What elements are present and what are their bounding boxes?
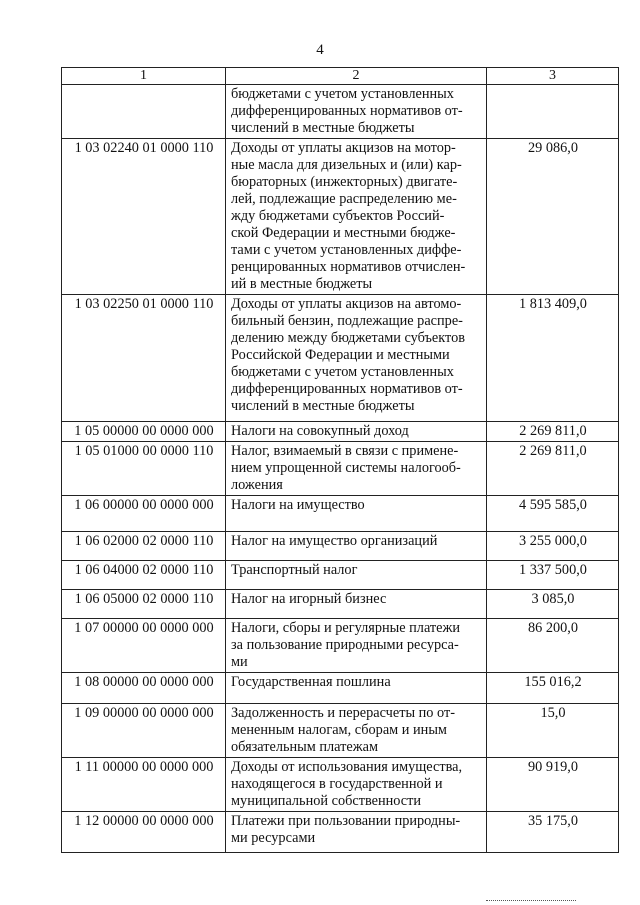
- description-cell: [226, 758, 487, 812]
- description-cell: [226, 422, 487, 442]
- table-row: [62, 812, 619, 853]
- description-line: Доходы от уплаты акцизов на мотор-: [231, 140, 456, 156]
- description-cell: [226, 619, 487, 673]
- description-line: дифференцированных нормативов от-: [231, 381, 463, 397]
- description-cell: [226, 590, 487, 619]
- amount-cell: 2 269 811,0: [487, 422, 619, 442]
- budget-code-cell: 1 06 02000 02 0000 110: [62, 532, 226, 561]
- description-line: дифференцированных нормативов от-: [231, 103, 463, 119]
- amount-cell: 90 919,0: [487, 758, 619, 812]
- table-row: [62, 590, 619, 619]
- table-row: [62, 85, 619, 139]
- description-line: тами с учетом установленных диффе-: [231, 242, 462, 258]
- description-line: лей, подлежащие распределению ме-: [231, 191, 457, 207]
- table-row: [62, 139, 619, 295]
- description-line: обязательным платежам: [231, 739, 379, 755]
- amount-cell: 1 337 500,0: [487, 561, 619, 590]
- description-line: ложения: [231, 477, 283, 493]
- page-number: 4: [316, 42, 324, 58]
- description-line: ской Федерации и местными бюдже-: [231, 225, 456, 241]
- table-row: [62, 442, 619, 496]
- revenue-table: [61, 67, 619, 853]
- amount-cell: 2 269 811,0: [487, 442, 619, 496]
- description-cell: [226, 673, 487, 704]
- table-row: [62, 704, 619, 758]
- description-line: за пользование природными ресурса-: [231, 637, 459, 653]
- column-header-1: 1: [62, 68, 226, 85]
- description-line: бюджетами с учетом установленных: [231, 86, 454, 102]
- budget-code-cell: 1 05 00000 00 0000 000: [62, 422, 226, 442]
- description-line: Государственная пошлина: [231, 674, 391, 690]
- table-header-row: [62, 68, 619, 85]
- description-line: Налог, взимаемый в связи с примене-: [231, 443, 459, 459]
- description-line: Российской Федерации и местными: [231, 347, 450, 363]
- table-row: [62, 619, 619, 673]
- budget-code-cell: 1 12 00000 00 0000 000: [62, 812, 226, 853]
- description-line: Налоги, сборы и регулярные платежи: [231, 620, 461, 636]
- description-line: ренцированных нормативов отчислен-: [231, 259, 466, 275]
- amount-cell: 155 016,2: [487, 673, 619, 704]
- amount-cell: [487, 85, 619, 139]
- table-row: [62, 561, 619, 590]
- column-header-2: 2: [226, 68, 487, 85]
- description-line: муниципальной собственности: [231, 793, 422, 809]
- scan-edge-mark: [486, 900, 576, 902]
- description-line: ные масла для дизельных и (или) кар-: [231, 157, 462, 173]
- description-line: жду бюджетами субъектов Россий-: [231, 208, 445, 224]
- table-row: [62, 673, 619, 704]
- description-cell: [226, 532, 487, 561]
- budget-code-cell: [62, 85, 226, 139]
- amount-cell: 29 086,0: [487, 139, 619, 295]
- budget-code-cell: 1 06 04000 02 0000 110: [62, 561, 226, 590]
- column-header-3: 3: [487, 68, 619, 85]
- description-cell: [226, 561, 487, 590]
- amount-cell: 4 595 585,0: [487, 496, 619, 532]
- table-row: [62, 758, 619, 812]
- description-line: делению между бюджетами субъектов: [231, 330, 465, 346]
- amount-cell: 3 255 000,0: [487, 532, 619, 561]
- budget-code-cell: 1 06 00000 00 0000 000: [62, 496, 226, 532]
- description-line: Платежи при пользовании природны-: [231, 813, 461, 829]
- description-line: Налог на имущество организаций: [231, 533, 438, 549]
- budget-code-cell: 1 11 00000 00 0000 000: [62, 758, 226, 812]
- amount-cell: 35 175,0: [487, 812, 619, 853]
- description-cell: [226, 85, 487, 139]
- budget-code-cell: 1 09 00000 00 0000 000: [62, 704, 226, 758]
- table-row: [62, 422, 619, 442]
- description-line: Налоги на имущество: [231, 497, 365, 513]
- description-line: ми ресурсами: [231, 830, 316, 846]
- table-row: [62, 496, 619, 532]
- description-line: Доходы от использования имущества,: [231, 759, 463, 775]
- description-line: находящегося в государственной и: [231, 776, 443, 792]
- description-line: ий в местные бюджеты: [231, 276, 373, 292]
- budget-code-cell: 1 03 02240 01 0000 110: [62, 139, 226, 295]
- amount-cell: 86 200,0: [487, 619, 619, 673]
- description-line: бильный бензин, подлежащие распре-: [231, 313, 463, 329]
- description-line: ми: [231, 654, 248, 670]
- description-line: Доходы от уплаты акцизов на автомо-: [231, 296, 462, 312]
- amount-cell: 15,0: [487, 704, 619, 758]
- description-line: Транспортный налог: [231, 562, 358, 578]
- description-cell: [226, 496, 487, 532]
- budget-code-cell: 1 05 01000 00 0000 110: [62, 442, 226, 496]
- description-line: мененным налогам, сборам и иным: [231, 722, 447, 738]
- description-cell: [226, 704, 487, 758]
- description-cell: [226, 812, 487, 853]
- budget-code-cell: 1 07 00000 00 0000 000: [62, 619, 226, 673]
- description-line: Налоги на совокупный доход: [231, 423, 409, 439]
- description-line: бюджетами с учетом установленных: [231, 364, 454, 380]
- budget-code-cell: 1 06 05000 02 0000 110: [62, 590, 226, 619]
- description-line: числений в местные бюджеты: [231, 120, 415, 136]
- table-row: [62, 295, 619, 422]
- description-cell: [226, 139, 487, 295]
- budget-code-cell: 1 03 02250 01 0000 110: [62, 295, 226, 422]
- description-line: Налог на игорный бизнес: [231, 591, 387, 607]
- description-cell: [226, 442, 487, 496]
- amount-cell: 1 813 409,0: [487, 295, 619, 422]
- description-cell: [226, 295, 487, 422]
- table-row: [62, 532, 619, 561]
- amount-cell: 3 085,0: [487, 590, 619, 619]
- description-line: Задолженность и перерасчеты по от-: [231, 705, 455, 721]
- description-line: бюраторных (инжекторных) двигате-: [231, 174, 458, 190]
- budget-code-cell: 1 08 00000 00 0000 000: [62, 673, 226, 704]
- description-line: числений в местные бюджеты: [231, 398, 415, 414]
- description-line: нием упрощенной системы налогооб-: [231, 460, 461, 476]
